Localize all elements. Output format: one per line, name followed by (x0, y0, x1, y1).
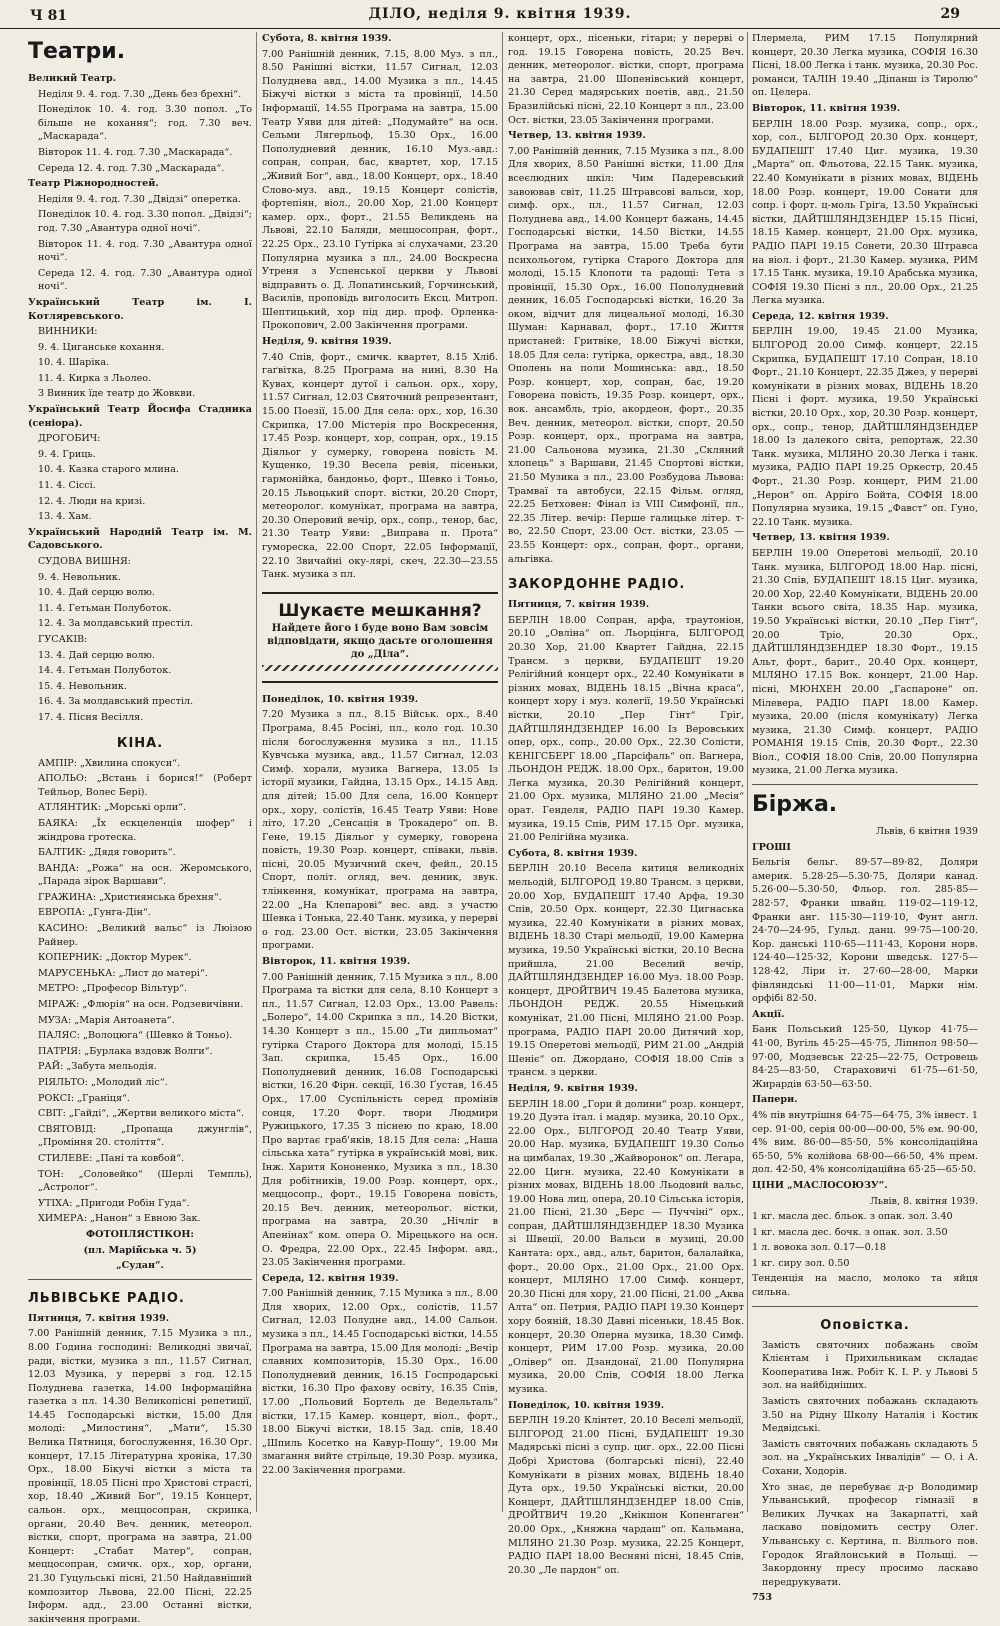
cinema-listing: ПАТРІЯ: „Бурлака вздовж Волги“. (38, 1045, 213, 1057)
cinema-listing: АПОЛЬО: „Встань і борися!“ (Роберт Тейльор, Волес Бері). (38, 773, 252, 798)
radio-program-text: концерт, орх., пісеньки, гітари; у перерві о год. 19.15 Говорена повість, 20.25 Веч. денник, метеоролог. вістки, спорт, програма на завтра, 21.00 Шопенівський концерт, 21.30 Серед мадярських поетів, авд., 21.50 Бразилійські пісні, 22.10 Концерт з пл., 23.00 Ост. вістки, 23.05 Закінчення програми. (508, 33, 744, 126)
column-rule (256, 32, 257, 1512)
listing-line: Вівторок 11. 4. год. 7.30 „Авантура одної ночі“. (38, 238, 252, 264)
theatre-name: Великий Театр. (28, 73, 117, 84)
advertisement-box (262, 592, 498, 683)
price-list (752, 1210, 978, 1270)
radio-day-heading: Неділя, 9. квітня 1939. (508, 1082, 638, 1094)
listing-line: 9. 4. Циганське кохання. (38, 341, 165, 353)
cinema-listing: КОПЕРНИК: „Доктор Мурек“. (38, 952, 192, 964)
radio-program-text: 7.00 Ранішній денник, 7.15 Музика з пл., 8.00 Для хворих, 12.00 Орх., солістів, 11.57 Сигнал, 12.03 Полудне авд., 14.00 Сальон. музика з пл., 14.45 Господарські вістки, 14.55 Програма на завтра, 15.00 Для молоді: „Вечір славних композиторів, 15.30 Орх., 16.00 Пополудневий денник, 16.15 Госпродарські вістки, 16.30 Про фахову освіту, 16.35 Спів, 17.00 „Польовий Бортель де Ведельталь“ вістки, 17.15 Камер. концерт, віол., форт., 18.00 Біжучі вістки, 18.15 Зад. спів, 18.40 „Шпиль Косетко на Кавур-Пошу“, 19.00 Ми змагання вийте стрільце, 19.30 Розр. музика, 22.00 Закінчення програми. (262, 1288, 498, 1476)
cinema-listing: КАСИНО: „Великий вальс“ із Люізою Райнер. (38, 923, 252, 948)
price-item: 1 кг. сиру зол. 0.50 (752, 1257, 850, 1269)
listing-line: 10. 4. Дай серцю волю. (38, 587, 155, 599)
column-theatres (28, 32, 252, 1625)
column-lviv-radio-program (262, 32, 498, 1520)
fotoplasticon-film: „Судан“. (116, 1260, 164, 1272)
cinema-listing: БАЛТИК: „Дядя говорить“. (38, 847, 176, 859)
radio-program-text: 7.00 Ранішній денник, 7.15, 8.00 Муз. з пл., 8.50 Ранішні вістки, 11.57 Сигнал, 12.03 Полуднева авд., 14.00 Музика з пл., 14.45 Біжучі вістки з міста та провінції, 14.50 Інформації, 14.55 Програма на завтра, 15.00 Театр Уяви для дітей: „Подумайте“ на осн. Сельми Лягерльоф, 15.30 Орх., 16.00 Пополудневий денник, 16.10 Муз.-авд.: сопран, сопран, бас, квартет, хор, 17.15 „Живий Бог“, авд., 18.00 Концерт, орх., 18.40 Слово-муз. авд., 19.15 Концерт солістів, фортепіян, віол., 20.00 Хор, 21.00 Концерт камер. орх., форт., 21.55 Великдень на Львові, 22.10 Баляди, меццосопран, форт., 22.25 Орх., 23.10 Гутірка зі слухачами, 23.20 Популярна музика з пл., 24.00 Воскресна Утреня з Успенської церкви у Львові відправить о. Д. Лопатинський, Горчинський, Василів, проповідь виголосить Ексц. Митроп. Шептицький, хор під дир. проф. Орленка-Прокопович, 2.00 Закінчення програми. (262, 48, 498, 332)
cinema-listing: СВІТ: „Гайді“, „Жертви великого міста“. (38, 1108, 245, 1120)
radio-program-text: Плермела, РИМ 17.15 Популярний концерт, 20.30 Легка музика, СОФІЯ 16.30 Пісні, 18.00 Легка і танк. музика, 20.30 Рос. романси, ТАЛІН 19.40 „Діпанш із Тиролю“ оп. Целера. (752, 33, 978, 99)
listing-line: 10. 4. Казка старого млина. (38, 464, 179, 476)
price-item: 1 кг. масла дес. бльок. з опак. зол. 3.40 (752, 1211, 953, 1223)
money-rates: Бельгія бельг. 89·57—89·82, Доляри америк. 5.28·25—5.30·75, Доляри канад. 5.26·00—5.30·50, Фльор. гол. 285·85—282·57, Франки швайц. 119·02—119·12, Франки анг. 115·30—119·10, Фунт англ. 24·70—24·95, Гульд. данц. 99·75—100·20. Кор. данські 110·65—111·43, Корони норв. 124·40—125·32, Корони шведськ. 127·5—128·42, Ліри іт. 27·60—28·00, Марки фінляндські 11·00—11·01, Марки нім. орфібі 82·50. (752, 857, 978, 1005)
price-item: 1 л. вовока зол. 0.17—0.18 (752, 1242, 886, 1254)
theatre-name: Український Театр ім. І. Котляревського. (28, 296, 252, 322)
advertisement-title: Шукаєте мешкання? (278, 600, 482, 621)
decorative-border (262, 665, 498, 671)
prices-title: ЦІНИ „МАСЛОСОЮЗУ“. (752, 1179, 888, 1191)
radio-program-text: БЕРЛІН 18.00 Сопран, арфа, траутоніон, 20.10 „Овліна“ оп. Льорцінга, БІЛГОРОД 20.30 Хор, 21.00 Квартет Гайдна, 22.15 Транcм. з церкви, БУДАПЕШТ 19.20 Релігійний концерт орх., 22.40 Комунікати в різних мовах, ВІДЕНЬ 18.15 „Вічна краса“, концерт хору і муз. колегії, 19.50 Українські вістки, 20.10 „Пер Гінт“ Гріґ, ДАЙТШЛЯНДЗЕНДЕР 16.00 Із Веровських опер, орх., сопр., 20.00 Орх., 22.30 Солісти, КЕНІГСБЕРГ 18.00 „Парсіфаль“ оп. Вагнера, ЛЬОНДОН РЕДЖ. 18.00 Орх., баритон, 19.00 Легка музика, 20.30 Релігійний концерт, 21.00 Орх. музика, МІЛЯНО 21.00 „Месія“ орат. Генделя, РАДІО ПАРІ 19.30 Камер. музика, 19.15 Спів, РИМ 17.15 Орг. музика, 21.00 Релігійна музика. (508, 614, 744, 844)
radio-program-text: 7.20 Музика з пл., 8.15 Військ. орх., 8.40 Програма, 8.45 Росіні, пл., коло год. 10.30 після богослуження музика з пл., 11.15 Кувчська музика, авд., 11.57 Сигнал, 12.03 Симф. хорали, музика Вагнера, 13.05 Із історії музики, Гайдна, 13.15 Орх., 14.15 Авд. для дітей; 15.00 Для села, 16.00 Концерт орх., хору, солістів, 16.45 Театр Уяви: Нове літо, 17.20 „Сенсація в Трокадеро“ оп. В. Гене, 19.15 Діяльог у сумерку, говорена повість, 19.30 Розр. концерт, співаки, львів. пісні, 20.05 Музичний скеч, фейл., 20.15 Спорт, політ. огляд, веч. денник, звук. тлінкення, комунікат, програма на завтра, 22.00 „На Клепарові“ вес. авд. з участю Шевка і Тонька, 22.40 Танк. музика, у перерві о год. 23.00 Ост. вістки, 23.05 Закінчення програми. (262, 709, 498, 952)
fotoplasticon-address: (пл. Марійська ч. 5) (83, 1244, 197, 1256)
listing-line: ВИННИКИ: (38, 326, 98, 338)
cinema-listings (28, 757, 252, 1226)
radio-program-text: 7.40 Спів, форт., смичк. квартет, 8.15 Хліб. гаґвітка, 8.25 Програма на нині, 8.30 На Кувах, концерт дутої і сальон. орх., хору, 11.57 Сигнал, 12.03 Святочний репрезентант, 15.00 Поезії, 15.00 Для села: орх., хор, 16.30 Скрипка, 17.00 Містерія про Воскресення, 17.45 Розр. концерт, хор, сопран, орх., 19.15 Діяльог у сумерку, говорена повість М. Кущенко, 19.30 Весела ревія, пісеньки, гармонійка, бандоньо, форт., Шевко і Тоньо, 20.15 Львоцький спорт. вістки, 20.20 Спорт, метеоролог. комунікат, програма на завтра, 20.30 Оперовий вечір, орх., сопр., тенор, бас, 21.30 Театр Уяви: „Виправа п. Прота“ гумореска, 22.00 Спорт, 22.05 Інформації, 22.10 Звичайні оку-лярі, скеч, 22.30—23.55 Танк. музика з пл. (262, 351, 498, 581)
cinema-listing: ТОН: „Соловейко“ (Шерлі Темпль), „Астролог“. (38, 1168, 252, 1194)
listing-line: Середа 12. 4. год. 7.30 „Авантура одної ночі“. (38, 267, 252, 293)
radio-program-text: 7.00 Ранішній денник, 7.15 Музика з пл., 8.00 Для хворих, 8.50 Ранішні вістки, 11.00 Для всеєлюдних шкіл: Чим Падеревський завоював світ, 11.25 Штравсові вальси, хор, симф. орх., пл., 11.57 Сигнал, 12.03 Полуднева авд., 14.00 Концерт бажань, 14.45 Господарські вістки, 14.50 Вістки, 14.55 Програма на завтра, 15.00 Треба бути психольогом, гутірка Старого Доктора для молоді, 15.15 Клопоти та радощі: Тета з провінції, 15.30 Орх., 16.00 Пополудневий денник, 16.05 Господарські вістки, 16.20 За оком, відчит для лицеальної молоді, 16.30 Шуман: Карнавал, форт., 17.10 Життя пристаней: Гритвіке, 18.00 Біжучі вістки, 18.05 Для села: гутірка, оркестра, авд., 18.30 Ополень на поли Мошинська: авд., 18.50 Розр. концерт, хор, сопран, бас, 19.20 Говорена повість, 19.35 Розр. концерт, орх., вок. ансамбль, тріо, акордеон, форт., 20.35 Веч. денник, метеорол. вістки, спорт, 20.50 Розр. концерт, орх., програма на завтра, 21.00 Сальонова музика, 21.30 „Скляний хлопець“ з Варшави, 21.45 Спортові вістки, 21.50 Музика з пл., 23.00 Розбудова Львова: Трамваї та автобуси, 22.15 Фільм. огляд, 22.25 Бетховен: Фінал із VIII Симфонії, пл., 22.35 Літер. вечір: Перше галицьке літер. т-во, 22.50 Спорт, 23.00 Ост. вістки, 23.05 — 23.55 Концерт: орх., сопран, форт., органи, альгівка. (508, 145, 744, 565)
prices-note: Тенденція на масло, молоко та яйця сильна. (752, 1273, 978, 1299)
notice-item: Замість святочних побажань складають 5 зол. на „Українських Інвалідів“ — О. і А. Сохани, Ходорів. (762, 1438, 978, 1477)
money-title: ГРОШІ (752, 841, 791, 853)
cinema-listing: АМПІР: „Хвилина спокуси“. (38, 757, 181, 769)
listing-line: Понеділок 10. 4. год. 3.30 попол. „Двідзі“; год. 7.30 „Авантура одної ночі“. (38, 209, 252, 234)
radio-program-text: 7.00 Ранішній денник, 7.15 Музика з пл., 8.00 Програма та вістки для села, 8.10 Концерт з пл., 11.57 Сигнал, 12.03 Орх., 13.00 Равель: „Болеро“, 14.00 Скрипка з пл., 14.20 Вістки, 14.30 Концерт з пл., 15.00 „Ти дипльомат“ гутірка Старого Доктора для молоді, 15.15 Зап. скрипка, 15.45 Орх., 16.00 Пополудневий денник, 16.08 Господарські вістки, 16.20 Фірн. секції, 16.30 Ґустав, 16.45 Орх., 17.00 Суспільність серед промінів сонця, 17.20 Форт. твори Людмири Ружицького, 17.35 З піснею по краю, 18.00 Про вартає граб'яків, 18.15 Для села: „Наша сільська хата“ гутірка в українській мові, вик. Інж. Харитя Кононенко, Музика з пл., 18.30 Для робітників, 19.00 Розр. концерт, орх., меццосопр., форт., 19.15 Говорена повість, 20.15 Веч. денник, метеорольог. вістки, програма на завтра, 20.30 „Нічліг в Апенінах“ ком. опера О. Мірецького на осн. О. Фредра, 22.00 Орх., 22.45 Інформ. авд., 23.05 Закінчення програми. (262, 971, 498, 1269)
issue-number: Ч 81 (30, 8, 68, 24)
listing-line: 12. 4. Люди на кризі. (38, 495, 146, 507)
listing-line: Неділя 9. 4. год. 7.30 „Двідзі“ оперетка. (38, 193, 241, 205)
notice-item: Замість святочних побажань своїм Клієнтам і Прихильникам складає Кооператива Інж. Робіт К. І. Р. у Львові 5 зол. на найбідніших. (762, 1339, 978, 1392)
listing-line: 13. 4. Дай серцю волю. (38, 649, 155, 661)
listing-line: 14. 4. Гетьман Полуботок. (38, 665, 172, 677)
section-title-theatres: Театри. (28, 39, 126, 64)
listing-line: ДРОГОБИЧ: (38, 433, 101, 445)
divider (752, 784, 978, 785)
section-title-exchange: Біржа. (752, 792, 838, 818)
cinema-listing: ГРАЖИНА: „Християнська брехня“. (38, 891, 222, 903)
radio-day-heading: Вівторок, 11. квітня 1939. (262, 956, 411, 968)
cinema-listing: МАРУСЕНЬКА: „Лист до матері“. (38, 967, 208, 979)
theatre-listings (28, 72, 252, 725)
cinema-listing: МІРАЖ: „Флюрія“ на осн. Родзевичівни. (38, 999, 244, 1011)
cinema-listing: УТІХА: „Пригоди Робін Гуда“. (38, 1197, 190, 1209)
listing-line: 11. 4. Сіссі. (38, 480, 96, 492)
cinema-listing: РІЯЛЬТО: „Молодий ліс“. (38, 1077, 168, 1088)
listing-line: Неділя 9. 4. год. 7.30 „День без брехні“. (38, 88, 242, 100)
cinema-listing: РАЙ: „Забута мельодія. (38, 1061, 157, 1073)
column-rule (502, 32, 503, 1512)
advertisement-text: Найдете його і буде воно Вам зовсім відповідати, якщо дасьте оголошення до „Діла“. (267, 622, 493, 660)
masthead (0, 0, 1000, 29)
radio-program-text: БЕРЛІН 18.00 Розр. музика, сопр., орх., хор, сол., БІЛГОРОД 20.30 Орх. концерт, БУДАПЕШТ 17.40 Циг. музика, 19.30 „Марта“ оп. Фльотова, 22.15 Танк. музика, 22.40 Комунікати в різних мовах, ВІДЕНЬ 18.00 Розр. концерт, 19.00 Сонати для сопр. і форт. ц-моль Гріґа, 13.50 Українські вістки, ДАЙТШЛЯНДЗЕНДЕР 15.15 Пісні, 18.15 Камер. концерт, 21.00 Орх. музика, РАДІО ПАРІ 19.15 Сонети, 20.30 Штравса на віол. і форт., 21.30 Камер. музика, РИМ 17.15 Танк. музика, 19.10 Арабська музика, СОФІЯ 19.30 Пісні з пл., 20.00 Орх., 21.25 Легка музика. (752, 118, 978, 307)
notice-number: 753 (752, 1592, 773, 1604)
radio-program-text: БЕРЛІН 19.00 Оперетові мельодії, 20.10 Танк. музика, БІЛГОРОД 18.00 Нар. пісні, 21.30 Спів, БУДАПЕШТ 18.15 Циг. музика, 20.00 Хор, 22.40 Комунікати, ВІДЕНЬ 20.00 Танки всього світа, 18.35 Нар. музика, 19.50 Українські вістки, 20.10 „Пер Гінт“, 20.00 Тріо, 20.30 Орх., ДАЙТШЛЯНДЗЕНДЕР 18.30 Форт., 19.15 Альт, форт., барит., 20.40 Орх. концерт, МІЛЯНО 17.15 Вок. концерт, 21.00 Нар. пісні, МЮНХЕН 20.00 „Гаспароне“ оп. Мілевера, РАДІО ПАРІ 18.00 Камер. музика, 20.00 (після комунікату) Легка музика, 21.30 Симф. концерт, РАДІО РОМАНІЯ 19.15 Спів, 20.30 Форт., 22.30 Віол., СОФІЯ 18.00 Спів, 20.00 Популярна музика, 21.00 Легка музика. (752, 547, 978, 777)
radio-day-heading: Неділя, 9. квітня 1939. (262, 336, 392, 348)
listing-line: 11. 4. Гетьман Полуботок. (38, 602, 172, 614)
column-rule (747, 32, 748, 1512)
divider (752, 1306, 978, 1307)
section-title-cinemas: КІНА. (116, 735, 164, 751)
listing-line: 10. 4. Шаріка. (38, 357, 110, 369)
column-foreign-radio (508, 32, 744, 1576)
fotoplasticon-title: ФОТОПЛЯСТІКОН: (86, 1228, 194, 1240)
radio-program-text: БЕРЛІН 18.00 „Гори й долини“ розр. концерт, 19.20 Дуэта італ. і мадяр. музика, 20.10 Орх., 22.00 Орх., БІЛГОРОД 20.40 Театр Уяви, 20.00 Нар. музика, БУДАПЕШТ 19.30 Сольо на цимбалах, 19.30 „Жайворонок“ оп. Легара, 22.00 Цигн. музика, 22.40 Комунікати в різних мовах, ВІДЕНЬ 18.00 Льодовий вальс, 19.00 Нова лиц. опера, 20.10 Сільська історія, 21.00 Пісні, 21.30 „Берс — Пуччіні“ орх., сопран, ДАЙТШЛЯНДЗЕНДЕР 18.30 Музика зі Швеції, 20.00 Вальси в музиці, 20.00 Кантата: орх., авд., альт, баритон, балалайка, форт., 20.00 Орх., 21.00 Орх., 21.00 Орх. концерт, МІЛЯНО 17.00 Симф. концерт, 20.30 Пісні для хору, 21.00 Пісні, 21.00 „Аква Алта“ оп. Петрия, РАДІО ПАРІ 19.30 Концерт хору бояній, 18.30 Давні пісеньки, 18.45 Вок. концерт, 20.30 Оперна музика, 18.30 Симф. концерт, РИМ 17.00 Розр. музика, 20.00 „Олівер“ оп. Дзандонаї, 21.00 Популярна музика, 20.00 Спів, СОФІЯ 18.00 Легка музика. (508, 1098, 744, 1395)
divider (28, 1279, 252, 1280)
listing-line: З Винник їде театр до Жовкви. (38, 388, 196, 400)
radio-day-heading: Пятниця, 7. квітня 1939. (28, 1312, 170, 1324)
theatre-name: Український Народній Театр ім. М. Садовського. (28, 526, 252, 552)
radio-day-heading: Субота, 8. квітня 1939. (262, 33, 392, 44)
listing-line: СУДОВА ВИШНЯ: (38, 556, 132, 567)
stocks-title: Акції. (752, 1008, 785, 1020)
listing-line: 11. 4. Кирка з Льолео. (38, 372, 152, 384)
cinema-listing: ХИМЕРА: „Нанон“ з Евною Зак. (38, 1213, 201, 1225)
page-number: 29 (940, 6, 960, 22)
radio-day-heading: Четвер, 13. квітня 1939. (508, 130, 646, 142)
listing-line: ГУСАКІВ: (38, 633, 88, 645)
cinema-listing: АТЛЯНТИК: „Морські орли“. (38, 802, 187, 814)
theatre-name: Театр Ріжнородностей. (28, 178, 159, 190)
newspaper-title-date: ДІЛО, неділя 9. квітня 1939. (368, 6, 632, 22)
cinema-listing: СВЯТОВІД: „Пропаща джунглів“, „Проміння 20. століття“. (38, 1123, 252, 1149)
listing-line: Понеділок 10. 4. год. 3.30 попол. „То більше не кохання“; год. 7.30 веч. „Маскарада“. (38, 104, 252, 143)
exchange-date: Львів, 6 квітня 1939 (875, 826, 978, 838)
paper-rates: 4% пів внутрішня 64·75—64·75, 3% інвест. 1 сер. 91·00, серія 00·00—00·00, 5% ем. 90·00, 4% вим. 86·00—85·50, 5% консолідаційна 65·50, 5% колійова 68·00—66·50, 4% прем. дол. 42·50, 4% консолідаційна 65·25—65·50. (752, 1109, 978, 1176)
radio-day-heading: Понеділок, 10. квітня 1939. (508, 1399, 665, 1411)
listing-line: Середа 12. 4. год. 7.30 „Маскарада“. (38, 162, 225, 174)
radio-day-heading: Вівторок, 11. квітня 1939. (752, 102, 901, 114)
radio-day-heading: Середа, 12. квітня 1939. (262, 1272, 399, 1284)
section-title-lviv-radio: ЛЬВІВСЬКЕ РАДІО. (28, 1290, 185, 1306)
radio-program-text: БЕРЛІН 20.10 Весела китиця великодніх мельодій, БІЛГОРОД 19.80 Трансм. з церкви, 20.00 Хор, БУДАПЕШТ 17.40 Арфа, 19.30 Спів, 20.50 Орх. концерт, 22.30 Цигнаська музика, 22.40 Комунікати в різних мовах, ВІДЕНЬ 18.30 Старі мельодії, 19.00 Камерна музика, 19.50 Українські вістки, 20.10 Весна прийшла, 21.00 Веселий вечір, ДАЙТШЛЯНДЗЕНДЕР 16.00 Муз. 18.00 Розр. концерт, ДРОЙТВИЧ 19.45 Балетова музика, ЛЬОНДОН РЕДЖ. 20.55 Німецький комунікат, 21.00 Пісні, МІЛЯНО 21.00 Розр. програма, РАДІО ПАРІ 20.00 Дитячий хор, 19.15 Оперетові мельодії, РИМ 21.00 „Андрій Шеніє“ оп. Джордано, СОФІЯ 18.00 Спів з трансм. з церкви. (508, 863, 744, 1079)
cinema-listing: РОКСІ: „Граніця“. (38, 1092, 130, 1104)
prices-date: Львів, 8. квітня 1939. (869, 1195, 978, 1207)
stock-rates: Банк Польський 125·50, Цукор 41·75—41·00, Вугіль 45·25—45·75, Ліпнпол 98·50—97·00, Модзевськ 22·25—22·75, Островець 84·25—83·50, Стараховичі 61·75—61·50, Жирардів 63·50—63·50. (752, 1024, 978, 1090)
section-title-notice: Оповістка. (820, 1317, 910, 1333)
cinema-listing: МЕТРО: „Професор Вільтур“. (38, 983, 188, 995)
cinema-listing: ВАНДА: „Рожа“ на осн. Жеромського, „Парада зірок Варшави“. (38, 862, 252, 888)
radio-day-heading: Середа, 12. квітня 1939. (752, 310, 889, 322)
cinema-listing: СТИЛЕВЕ: „Пані та ковбой“. (38, 1152, 185, 1164)
cinema-listing: ЕВРОПА: „Гунга-Дін“. (38, 907, 151, 919)
listing-line: 17. 4. Пісня Весілля. (38, 711, 144, 723)
listing-line: 15. 4. Невольник. (38, 680, 127, 692)
radio-day-heading: Понеділок, 10. квітня 1939. (262, 693, 419, 705)
listing-line: 13. 4. Хам. (38, 511, 92, 523)
papers-title: Папери. (752, 1094, 798, 1106)
listing-line: 9. 4. Невольник. (38, 571, 121, 583)
section-title-foreign-radio: ЗАКОРДОННЕ РАДІО. (508, 577, 686, 593)
radio-program-text: БЕРЛІН 19.00, 19.45 21.00 Музика, БІЛГОРОД 20.00 Симф. концерт, 22.15 Скрипка, БУДАПЕШТ 17.10 Сопран, 18.10 Форт., 21.10 Концерт, 22.35 Джез, у перерві комунікати в різних мовах, ВІДЕНЬ 18.20 Пісні і форт. музика, 19.50 Українські вістки, 20.10 Орх., хор, 20.30 Розр. концерт, орх., сопр., тенор, ДАЙТШЛЯНДЗЕНДЕР 18.00 Із далекого світа, репортаж, 22.30 Танк. музика, МІЛЯНО 20.30 Легка і танк. музика, РАДІО ПАРІ 19.25 Оркестр, 20.45 Форт., 21.30 Розр. концерт, РИМ 21.00 „Нерон“ оп. Арріго Бойта, СОФІЯ 18.00 Популярна музика, 19.15 „Фавст“ оп. Гуно, 22.10 Танк. музика. (752, 326, 978, 528)
cinema-listing: ПАЛЯС: „Волоцюга“ (Шевко й Тоньо). (38, 1030, 233, 1042)
listing-line: 12. 4. За молдавський престіл. (38, 618, 194, 630)
price-item: 1 кг. масла дес. бочк. з опак. зол. 3.50 (752, 1226, 948, 1238)
notice-item: Хто знає, де перебуває д-р Володимир Ульванський, професор гімназії в Великих Лучках на Закарпатті, хай ласкаво повідомить сестру Олег. Ульванську с. Кертина, п. Віллього пов. Городок Ягайлонський в Польщі. — Закордонну пресу просимо ласкаво передрукувати. (762, 1481, 978, 1588)
radio-day-heading: Субота, 8. квітня 1939. (508, 847, 638, 859)
listing-line: 9. 4. Гриць. (38, 448, 96, 460)
cinema-listing: МУЗА: „Марія Антоанета“. (38, 1014, 175, 1026)
notice-item: Замість святочних побажань складають 3.50 на Рідну Школу Наталія і Костик Медвідські. (762, 1396, 978, 1435)
listing-line: Вівторок 11. 4. год. 7.30 „Маскарада“. (38, 146, 233, 158)
listing-line: 16. 4. За молдавський престіл. (38, 696, 194, 708)
radio-program-text: БЕРЛІН 19.20 Клінтет, 20.10 Веселі мельодії, БІЛГОРОД 21.00 Пісні, БУДАПЕШТ 19.30 Мадярські пісні з супр. циг. орх., 22.00 Пісні Добрі Христова (болгарські пісні), 22.40 Комунікати в різних мовах, ВІДЕНЬ 18.40 Дута орх., 19.50 Українські вістки, 20.00 Концерт, ДАЙТШЛЯНДЗЕНДЕР 18.00 Спів, ДРОЙТВИЧ 19.20 „Кнікшон Копенгаген“ 20.00 Орх., „Княжна чардаш“ оп. Кальмана, МІЛЯНО 21.30 Розр. музика, 22.25 Концерт, РАДІО ПАРІ 18.00 Весняні пісні, 18.45 Спів, 20.30 „Ле пардон“ оп. (508, 1415, 744, 1576)
radio-program-text: 7.00 Ранішній денник, 7.15 Музика з пл., 8.00 Година господині: Великодні звичаї, ради, вістки, музика з пл., 11.57 Сигнал, 12.03 Музика, у перерві з год. 12.15 Полуднева газетка, 14.00 Інформаційна газетка з пл. 14.30 Великопісні репетиції, 14.45 Господарські вістки, 15.00 Для молоді: „Милостиня“, „Мати“, 15.30 Велика Пятниця, богослуження, 16.30 Орг. концерт, 17.15 Літературна хроніка, 17.30 Орх., 18.00 Бікучі вістки з міста та провінції, 18.05 Пісні про Христові страсті, хор, 18.40 „Живий Бог“, 19.15 Концерт, сальон. орх., меццосопран, скрипка, органи, 20.40 Веч. денник, метеорол. вістки, спорт, програма на завтра, 21.00 Концерт: „Стабат Матер“, сопран, меццосопран, смичк. орх., хор, органи, 21.30 Гуцульські пісні, 21.50 Найдавніший композитор Львова, 22.00 Пісні, 22.25 Інформ. адд., 23.00 Останні вістки, закінчення програми. (28, 1328, 252, 1625)
cinema-listing: БАЯКА: „Їх ескцеленція шофер“ і жіндрова гротеска. (38, 817, 252, 843)
radio-day-heading: Четвер, 13. квітня 1939. (752, 532, 890, 544)
radio-day-heading: Пятниця, 7. квітня 1939. (508, 599, 650, 611)
theatre-name: Український Театр Йосифа Стадника (сеніора). (28, 404, 252, 429)
column-exchange (752, 32, 978, 1604)
